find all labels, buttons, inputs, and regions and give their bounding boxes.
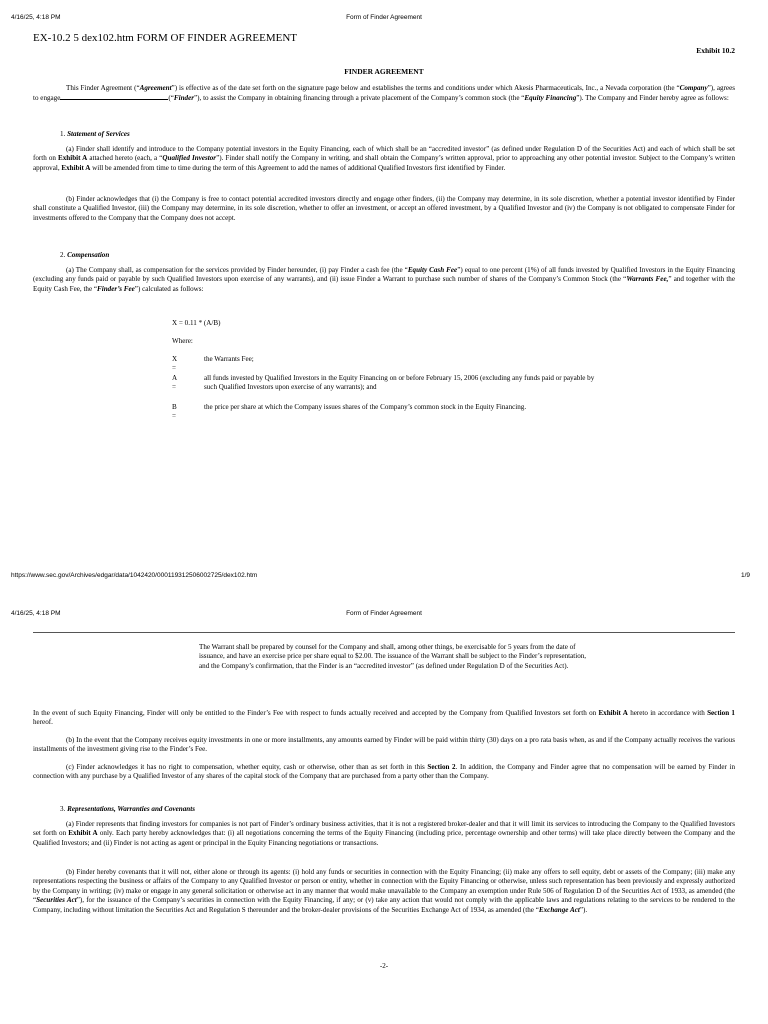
event-paragraph: In the event of such Equity Financing, Finder will only be entitled to the Finder’s Fee with respect to funds actually received and accepted by the Company from Qualified Investors set forth on Exhibit A hereto in accordance with Section 1 hereof.	[33, 709, 735, 727]
print-url[interactable]: https://www.sec.gov/Archives/edgar/data/1042420/000119312506002725/dex102.htm	[11, 572, 258, 579]
warrant-paragraph: The Warrant shall be prepared by counsel for the Company and shall, among other things, be exercisable for 5 years from the date of issuance, and have an exercise price per share equal to $2.00. The issuance of the Warrant shall be subject to the Finder’s representation, and the Company’s confirmation, that the Finder is an “accredited investor” (as defined under Regulation D of the Securities Act).	[199, 643, 587, 670]
section-3a: (a) Finder represents that finding investors for companies is not part of Finder’s ordinary business activities, that it is not a registered broker-dealer and that it will limit its services to introducing the Company to the Qualified Investors set forth on Exhibit A only. Each party hereby acknowledges that: (i) all negotiations concerning the terms of the Equity Financing (including price, percentage ownership and other terms) will take place directly between the Company and the Qualified Investors; and (ii) Finder is not acting as agent or principal in the Equity Financing negotiations or transactions.	[33, 820, 735, 847]
warrant-formula: X = 0.11 * (A/B)	[172, 319, 221, 327]
agreement-title: FINDER AGREEMENT	[344, 67, 424, 76]
print-title: Form of Finder Agreement	[346, 14, 422, 21]
print-date: 4/16/25, 4:18 PM	[11, 610, 61, 617]
section-3-heading: 3. Representations, Warranties and Covenants	[60, 805, 195, 813]
section-3b: (b) Finder hereby covenants that it will not, either alone or through its agents: (i) hold any funds or securities in connection with the Equity Financing; (ii) make any offers to sell equity, debt or assets of the Company; (iii) make any representations respecting the business or affairs of the Company to any Qualified Investor or person or entity, whether in connection with the Equity Financing or otherwise, unless such representation has been previously and expressly authorized by the Company in writing; (iv) make or engage in any general solicitation or otherwise act in any manner that would make unavailable to the Company an exemption under Rule 506 of Regulation D of the Securities Act of 1933, as amended (the “Securities Act”), for the issuance of the Company’s securities in connection with the Equity Financing, if any; or (v) take any action that would not comply with the applicable laws and regulations relating to the services to be rendered to the Company, including without limitation the Securities Act and Regulation S thereunder and the broker-dealer provisions of the Securities Exchange Act of 1934, as amended (the “Exchange Act”).	[33, 868, 735, 914]
section-1a: (a) Finder shall identify and introduce to the Company potential investors in the Equity Financing, each of which shall be an “accredited investor” (as defined under Regulation D of the Securities Act) and each of which shall be set forth on Exhibit A attached hereto (each, a “Qualified Investor”). Finder shall notify the Company in writing, and shall obtain the Company’s written approval, prior to approaching any other potential investor. Subject to the Company’s written approval, Exhibit A will be amended from time to time during the term of this Agreement to add the names of additional Qualified Investors first identified by Finder.	[33, 145, 735, 172]
document-title: EX-10.2 5 dex102.htm FORM OF FINDER AGREEMENT	[33, 32, 298, 44]
section-2a: (a) The Company shall, as compensation for the services provided by Finder hereunder, (i) pay Finder a cash fee (the “Equity Cash Fee”) equal to one percent (1%) of all funds invested by Qualified Investors in the Equity Financing (excluding any funds paid or payable by such Qualified Investors upon exercise of any warrants), and (ii) issue Finder a Warrant to purchase such number of shares of the Company’s Common Stock (the “Warrants Fee,” and together with the Equity Cash Fee, the “Finder’s Fee”) calculated as follows:	[33, 266, 735, 293]
where-label: Where:	[172, 337, 193, 345]
finder-name-blank	[60, 93, 168, 100]
section-2b: (b) In the event that the Company receives equity investments in one or more installments, any amounts earned by Finder will be paid within thirty (30) days on a pro rata basis when, as and if the Company actually receives the various installments of the investment giving rise to the Finder’s Fee.	[33, 736, 735, 754]
page-divider	[33, 632, 735, 633]
section-1b: (b) Finder acknowledges that (i) the Company is free to contact potential accredited investors directly and engage other finders, (ii) the Company may determine, in its sole discretion, whether a potential investor identified by Finder shall constitute a Qualified Investor, (iii) the Company may determine, in its sole discretion, whether to offer an investment, or accept an offered investment, by a Qualified Investor and (iv) the Company is not obligated to compensate Finder for investments offered to the Company that the Company does not accept.	[33, 195, 735, 222]
print-date: 4/16/25, 4:18 PM	[11, 14, 61, 21]
exhibit-label: Exhibit 10.2	[696, 46, 735, 55]
page-number: -2-	[379, 962, 389, 970]
print-title: Form of Finder Agreement	[346, 610, 422, 617]
print-page-count: 1/9	[740, 572, 750, 579]
section-2c: (c) Finder acknowledges it has no right to compensation, whether equity, cash or otherwise, other than as set forth in this Section 2. In addition, the Company and Finder agree that no compensation will be earned by Finder in connection with any purchase by a Qualified Investor of any shares of the capital stock of the Company that are purchased from a party other than the Company.	[33, 763, 735, 781]
intro-paragraph: This Finder Agreement (“Agreement”) is effective as of the date set forth on the signature page below and establishes the terms and conditions under which Akesis Pharmaceuticals, Inc., a Nevada corporation (the “Company”), agrees to engage (“Finder”), to assist the Company in obtaining financing through a private placement of the Company’s common stock (the “Equity Financing”). The Company and Finder hereby agree as follows:	[33, 84, 735, 103]
section-1-heading: 1. Statement of Services	[60, 130, 130, 138]
section-2-heading: 2. Compensation	[60, 251, 110, 259]
